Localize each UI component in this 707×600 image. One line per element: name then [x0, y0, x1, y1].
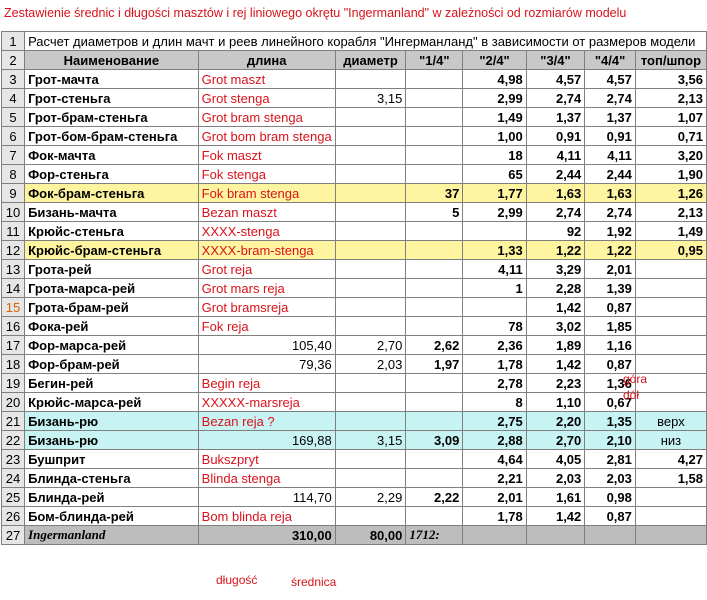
header-diameter[interactable]: диаметр — [335, 51, 406, 70]
polish-label: Bukszpryt — [201, 451, 259, 467]
cell-quarter-1[interactable] — [406, 469, 463, 488]
cell-quarter-1[interactable]: 3,09 — [406, 431, 463, 450]
cell-quarter-4[interactable]: 1,22 — [585, 241, 636, 260]
cell-length[interactable] — [198, 393, 335, 412]
cell-length[interactable] — [198, 374, 335, 393]
table-row — [2, 241, 707, 260]
row-number: 17 — [2, 336, 25, 355]
cell-top-spur[interactable] — [635, 507, 706, 526]
cell-quarter-4[interactable]: 2,74 — [585, 89, 636, 108]
polish-label: XXXX-stenga — [201, 223, 280, 239]
cell-quarter-2[interactable]: 1,78 — [463, 355, 526, 374]
cell-name[interactable]: Бизань-рю — [25, 431, 199, 450]
cell-quarter-4[interactable]: 2,74 — [585, 203, 636, 222]
cell-quarter-1[interactable]: 5 — [406, 203, 463, 222]
cell-quarter-3[interactable]: 3,02 — [526, 317, 585, 336]
row-number: 11 — [2, 222, 25, 241]
cell-quarter-2[interactable]: 1,78 — [463, 507, 526, 526]
cell-quarter-2[interactable]: 1,77 — [463, 184, 526, 203]
cell-name[interactable]: Крюйс-брам-стеньга — [25, 241, 199, 260]
cell-top-spur[interactable]: 3,56 — [635, 70, 706, 89]
row-number: 24 — [2, 469, 25, 488]
cell-diameter[interactable] — [335, 393, 406, 412]
cell-diameter[interactable] — [335, 469, 406, 488]
table-row — [2, 488, 707, 507]
cell-top-spur[interactable]: 3,20 — [635, 146, 706, 165]
cell-empty[interactable] — [585, 526, 636, 545]
table-row — [2, 431, 707, 450]
row-number: 20 — [2, 393, 25, 412]
cell-quarter-3[interactable]: 1,22 — [526, 241, 585, 260]
cell-length[interactable] — [198, 108, 335, 127]
table-row — [2, 203, 707, 222]
note-srednica: średnica — [291, 575, 337, 589]
table-row — [2, 374, 707, 393]
cell-name[interactable]: Грота-марса-рей — [25, 279, 199, 298]
cell-quarter-4[interactable]: 1,63 — [585, 184, 636, 203]
row-number: 2 — [2, 51, 25, 70]
cell-diameter[interactable] — [335, 374, 406, 393]
table-row — [2, 127, 707, 146]
cell-diameter[interactable] — [335, 146, 406, 165]
cell-name[interactable]: Бизань-рю — [25, 412, 199, 431]
cell-quarter-1[interactable] — [406, 260, 463, 279]
cell-quarter-4[interactable]: 1,39 — [585, 279, 636, 298]
table-row — [2, 355, 707, 374]
table-row — [2, 393, 707, 412]
cell-quarter-3[interactable]: 2,74 — [526, 203, 585, 222]
table-row — [2, 146, 707, 165]
cell-name[interactable]: Грот-стеньга — [25, 89, 199, 108]
cell-top-spur[interactable]: 2,13 — [635, 203, 706, 222]
cell-name[interactable]: Фока-рей — [25, 317, 199, 336]
cell-name[interactable]: Фор-стеньга — [25, 165, 199, 184]
cell-quarter-2[interactable]: 1 — [463, 279, 526, 298]
cell-diameter[interactable]: 2,70 — [335, 336, 406, 355]
cell-diameter[interactable] — [335, 70, 406, 89]
row-number: 6 — [2, 127, 25, 146]
cell-quarter-2[interactable]: 2,36 — [463, 336, 526, 355]
cell-length[interactable] — [198, 70, 335, 89]
cell-quarter-3[interactable]: 4,57 — [526, 70, 585, 89]
cell-quarter-4[interactable]: 2,10 — [585, 431, 636, 450]
cell-diameter[interactable]: 3,15 — [335, 431, 406, 450]
cell-quarter-1[interactable] — [406, 165, 463, 184]
polish-label: Grot reja — [201, 261, 253, 277]
cell-name[interactable]: Бизань-мачта — [25, 203, 199, 222]
polish-label: Fok bram stenga — [201, 185, 300, 201]
row-number: 5 — [2, 108, 25, 127]
total-name[interactable]: Ingermanland — [25, 526, 199, 545]
cell-name[interactable]: Грот-бом-брам-стеньга — [25, 127, 199, 146]
spreadsheet-table — [1, 31, 707, 545]
cell-top-spur[interactable] — [635, 355, 706, 374]
header-quarter-4[interactable]: "4/4" — [585, 51, 636, 70]
cell-quarter-4[interactable]: 4,57 — [585, 70, 636, 89]
cell-length[interactable] — [198, 165, 335, 184]
cell-quarter-3[interactable]: 2,20 — [526, 412, 585, 431]
total-diameter[interactable]: 80,00 — [335, 526, 406, 545]
cell-quarter-4[interactable]: 1,36 — [585, 374, 636, 393]
cell-diameter[interactable] — [335, 108, 406, 127]
row-number: 10 — [2, 203, 25, 222]
cell-diameter[interactable] — [335, 241, 406, 260]
cell-top-spur[interactable]: 0,95 — [635, 241, 706, 260]
cell-quarter-1[interactable] — [406, 412, 463, 431]
table-row — [2, 184, 707, 203]
cell-top-spur[interactable] — [635, 393, 706, 412]
cell-quarter-4[interactable]: 4,11 — [585, 146, 636, 165]
cell-quarter-2[interactable]: 78 — [463, 317, 526, 336]
cell-quarter-3[interactable]: 92 — [526, 222, 585, 241]
row-number: 4 — [2, 89, 25, 108]
cell-quarter-3[interactable]: 2,74 — [526, 89, 585, 108]
cell-quarter-2[interactable]: 2,75 — [463, 412, 526, 431]
cell-diameter[interactable] — [335, 203, 406, 222]
cell-length[interactable] — [198, 184, 335, 203]
cell-quarter-2[interactable] — [463, 298, 526, 317]
total-scale[interactable]: 1712: — [406, 526, 463, 545]
cell-quarter-4[interactable]: 2,03 — [585, 469, 636, 488]
cell-top-spur[interactable]: 0,71 — [635, 127, 706, 146]
cell-quarter-4[interactable]: 2,44 — [585, 165, 636, 184]
cell-top-spur[interactable] — [635, 488, 706, 507]
cell-length[interactable] — [198, 203, 335, 222]
cell-name[interactable]: Фор-марса-рей — [25, 336, 199, 355]
cell-quarter-3[interactable]: 3,29 — [526, 260, 585, 279]
table-row — [2, 336, 707, 355]
cell-name[interactable]: Крюйс-стеньга — [25, 222, 199, 241]
cell-quarter-2[interactable]: 4,98 — [463, 70, 526, 89]
header-length[interactable]: длина — [198, 51, 335, 70]
cell-top-spur[interactable] — [635, 279, 706, 298]
cell-quarter-2[interactable]: 8 — [463, 393, 526, 412]
cell-name[interactable]: Фок-брам-стеньга — [25, 184, 199, 203]
header-quarter-1[interactable]: "1/4" — [406, 51, 463, 70]
cell-name[interactable]: Бегин-рей — [25, 374, 199, 393]
cell-length[interactable] — [198, 241, 335, 260]
header-quarter-2[interactable]: "2/4" — [463, 51, 526, 70]
table-row — [2, 108, 707, 127]
table-row — [2, 507, 707, 526]
cell-length[interactable]: 79,36 — [198, 355, 335, 374]
cell-quarter-3[interactable]: 1,89 — [526, 336, 585, 355]
cell-quarter-4[interactable]: 0,87 — [585, 298, 636, 317]
cell-length[interactable] — [198, 507, 335, 526]
row-number: 23 — [2, 450, 25, 469]
cell-name[interactable]: Фор-брам-рей — [25, 355, 199, 374]
cell-name[interactable]: Грота-рей — [25, 260, 199, 279]
cell-length[interactable] — [198, 260, 335, 279]
polish-label: Grot maszt — [201, 71, 266, 87]
polish-label: Grot stenga — [201, 90, 270, 106]
cell-quarter-2[interactable]: 2,99 — [463, 89, 526, 108]
row-number: 3 — [2, 70, 25, 89]
row-number: 27 — [2, 526, 25, 545]
cell-quarter-4[interactable]: 1,85 — [585, 317, 636, 336]
row-number: 15 — [2, 298, 25, 317]
cell-quarter-4[interactable]: 0,67 — [585, 393, 636, 412]
cell-length[interactable] — [198, 127, 335, 146]
cell-quarter-3[interactable]: 1,42 — [526, 298, 585, 317]
header-name[interactable]: Наименование — [25, 51, 199, 70]
cell-name[interactable]: Бушприт — [25, 450, 199, 469]
cell-quarter-3[interactable]: 2,23 — [526, 374, 585, 393]
page-title: Zestawienie średnic i długości masztów i rej liniowego okrętu "Ingermanland" w zależności od rozmiarów modelu — [4, 6, 627, 20]
cell-quarter-1[interactable]: 1,97 — [406, 355, 463, 374]
cell-name[interactable]: Блинда-рей — [25, 488, 199, 507]
cell-quarter-2[interactable]: 2,99 — [463, 203, 526, 222]
cell-quarter-3[interactable]: 4,11 — [526, 146, 585, 165]
row1-caption: Расчет диаметров и длин мачт и реев линейного корабля "Ингерманланд" в зависимости от размеров модели — [25, 32, 707, 51]
cell-quarter-4[interactable]: 1,35 — [585, 412, 636, 431]
cell-quarter-3[interactable]: 1,42 — [526, 507, 585, 526]
cell-quarter-4[interactable]: 2,81 — [585, 450, 636, 469]
cell-diameter[interactable] — [335, 127, 406, 146]
cell-top-spur[interactable]: 1,58 — [635, 469, 706, 488]
cell-quarter-2[interactable]: 1,49 — [463, 108, 526, 127]
cell-quarter-1[interactable] — [406, 374, 463, 393]
row-number: 14 — [2, 279, 25, 298]
cell-quarter-1[interactable] — [406, 450, 463, 469]
cell-quarter-1[interactable] — [406, 298, 463, 317]
row-number: 8 — [2, 165, 25, 184]
row-number: 7 — [2, 146, 25, 165]
note-gora: góra — [623, 372, 648, 386]
row-number: 12 — [2, 241, 25, 260]
polish-label: Grot bram stenga — [201, 109, 303, 125]
row-number: 26 — [2, 507, 25, 526]
cell-top-spur[interactable]: 2,13 — [635, 89, 706, 108]
cell-length[interactable]: 105,40 — [198, 336, 335, 355]
table-row — [2, 165, 707, 184]
row-number: 13 — [2, 260, 25, 279]
cell-top-spur[interactable]: 1,90 — [635, 165, 706, 184]
row-number: 19 — [2, 374, 25, 393]
polish-label: XXXX-bram-stenga — [201, 242, 314, 258]
table-row — [2, 89, 707, 108]
cell-length[interactable] — [198, 469, 335, 488]
cell-length[interactable] — [198, 89, 335, 108]
cell-diameter[interactable] — [335, 317, 406, 336]
row-number: 18 — [2, 355, 25, 374]
cell-top-spur[interactable]: низ — [635, 431, 706, 450]
polish-label: Fok maszt — [201, 147, 262, 163]
cell-quarter-2[interactable]: 2,88 — [463, 431, 526, 450]
cell-name[interactable]: Грота-брам-рей — [25, 298, 199, 317]
row-1 — [2, 32, 707, 51]
cell-quarter-4[interactable]: 1,92 — [585, 222, 636, 241]
cell-quarter-4[interactable]: 1,16 — [585, 336, 636, 355]
cell-top-spur[interactable]: верх — [635, 412, 706, 431]
cell-quarter-3[interactable]: 1,42 — [526, 355, 585, 374]
cell-name[interactable]: Блинда-стеньга — [25, 469, 199, 488]
table-row — [2, 469, 707, 488]
cell-quarter-1[interactable] — [406, 241, 463, 260]
cell-quarter-3[interactable]: 2,28 — [526, 279, 585, 298]
note-dol: dół — [623, 388, 640, 402]
cell-quarter-4[interactable]: 0,87 — [585, 355, 636, 374]
polish-label: Begin reja — [201, 375, 261, 391]
cell-top-spur[interactable]: 1,26 — [635, 184, 706, 203]
cell-diameter[interactable] — [335, 412, 406, 431]
cell-top-spur[interactable] — [635, 317, 706, 336]
cell-quarter-1[interactable]: 2,22 — [406, 488, 463, 507]
polish-label: XXXXX-marsreja — [201, 394, 300, 410]
cell-quarter-3[interactable]: 2,44 — [526, 165, 585, 184]
cell-quarter-1[interactable] — [406, 146, 463, 165]
cell-top-spur[interactable]: 1,49 — [635, 222, 706, 241]
cell-length[interactable] — [198, 298, 335, 317]
polish-label: Fok stenga — [201, 166, 266, 182]
cell-diameter[interactable]: 2,03 — [335, 355, 406, 374]
cell-diameter[interactable] — [335, 279, 406, 298]
cell-empty[interactable] — [526, 526, 585, 545]
cell-quarter-3[interactable]: 2,70 — [526, 431, 585, 450]
cell-name[interactable]: Грот-брам-стеньга — [25, 108, 199, 127]
cell-name[interactable]: Грот-мачта — [25, 70, 199, 89]
cell-quarter-2[interactable]: 2,01 — [463, 488, 526, 507]
cell-quarter-4[interactable]: 2,01 — [585, 260, 636, 279]
polish-label: Grot mars reja — [201, 280, 285, 296]
header-top-spur[interactable]: топ/шпор — [635, 51, 706, 70]
polish-label: Bezan reja ? — [201, 413, 275, 429]
cell-diameter[interactable] — [335, 260, 406, 279]
cell-quarter-3[interactable]: 0,91 — [526, 127, 585, 146]
cell-quarter-1[interactable] — [406, 127, 463, 146]
cell-quarter-2[interactable]: 4,11 — [463, 260, 526, 279]
cell-quarter-3[interactable]: 1,63 — [526, 184, 585, 203]
cell-quarter-2[interactable]: 1,33 — [463, 241, 526, 260]
cell-top-spur[interactable] — [635, 260, 706, 279]
row-number: 16 — [2, 317, 25, 336]
polish-label: Grot bramsreja — [201, 299, 289, 315]
table-row — [2, 260, 707, 279]
cell-length[interactable] — [198, 317, 335, 336]
cell-empty[interactable] — [463, 526, 526, 545]
polish-label: Bezan maszt — [201, 204, 277, 220]
row-number: 25 — [2, 488, 25, 507]
cell-diameter[interactable] — [335, 298, 406, 317]
polish-label: Blinda stenga — [201, 470, 281, 486]
cell-quarter-3[interactable]: 4,05 — [526, 450, 585, 469]
cell-quarter-4[interactable]: 0,91 — [585, 127, 636, 146]
row-number: 1 — [2, 32, 25, 51]
table-row — [2, 298, 707, 317]
cell-quarter-1[interactable] — [406, 89, 463, 108]
cell-empty[interactable] — [635, 526, 706, 545]
cell-diameter[interactable] — [335, 507, 406, 526]
cell-length[interactable] — [198, 146, 335, 165]
cell-length[interactable] — [198, 450, 335, 469]
cell-quarter-1[interactable] — [406, 70, 463, 89]
cell-quarter-1[interactable] — [406, 393, 463, 412]
cell-diameter[interactable]: 3,15 — [335, 89, 406, 108]
cell-quarter-2[interactable]: 2,78 — [463, 374, 526, 393]
cell-top-spur[interactable] — [635, 336, 706, 355]
cell-quarter-1[interactable] — [406, 317, 463, 336]
total-length[interactable]: 310,00 — [198, 526, 335, 545]
cell-quarter-2[interactable]: 2,21 — [463, 469, 526, 488]
row-number: 22 — [2, 431, 25, 450]
cell-quarter-1[interactable] — [406, 279, 463, 298]
cell-length[interactable]: 169,88 — [198, 431, 335, 450]
cell-length[interactable] — [198, 222, 335, 241]
cell-top-spur[interactable]: 1,07 — [635, 108, 706, 127]
cell-quarter-1[interactable] — [406, 507, 463, 526]
cell-quarter-2[interactable]: 4,64 — [463, 450, 526, 469]
polish-label: Fok reja — [201, 318, 249, 334]
cell-quarter-1[interactable] — [406, 108, 463, 127]
cell-diameter[interactable] — [335, 450, 406, 469]
cell-diameter[interactable]: 2,29 — [335, 488, 406, 507]
cell-length[interactable] — [198, 279, 335, 298]
cell-quarter-4[interactable]: 1,37 — [585, 108, 636, 127]
cell-top-spur[interactable] — [635, 298, 706, 317]
row-number: 9 — [2, 184, 25, 203]
cell-quarter-3[interactable]: 1,37 — [526, 108, 585, 127]
cell-quarter-3[interactable]: 1,61 — [526, 488, 585, 507]
cell-length[interactable]: 114,70 — [198, 488, 335, 507]
cell-quarter-2[interactable] — [463, 222, 526, 241]
polish-label: Grot bom bram stenga — [201, 128, 332, 144]
table-row — [2, 450, 707, 469]
cell-length[interactable] — [198, 412, 335, 431]
cell-diameter[interactable] — [335, 222, 406, 241]
cell-quarter-1[interactable]: 37 — [406, 184, 463, 203]
cell-quarter-1[interactable] — [406, 222, 463, 241]
table-row — [2, 70, 707, 89]
table-row — [2, 412, 707, 431]
cell-quarter-1[interactable]: 2,62 — [406, 336, 463, 355]
cell-quarter-3[interactable]: 1,10 — [526, 393, 585, 412]
cell-quarter-2[interactable]: 1,00 — [463, 127, 526, 146]
header-quarter-3[interactable]: "3/4" — [526, 51, 585, 70]
total-row — [2, 526, 707, 545]
cell-quarter-4[interactable]: 0,87 — [585, 507, 636, 526]
header-row — [2, 51, 707, 70]
polish-label: Bom blinda reja — [201, 508, 292, 524]
cell-name[interactable]: Бом-блинда-рей — [25, 507, 199, 526]
cell-quarter-3[interactable]: 2,03 — [526, 469, 585, 488]
cell-quarter-4[interactable]: 0,98 — [585, 488, 636, 507]
table-row — [2, 279, 707, 298]
row-number: 21 — [2, 412, 25, 431]
cell-diameter[interactable] — [335, 165, 406, 184]
cell-top-spur[interactable]: 4,27 — [635, 450, 706, 469]
table-row — [2, 222, 707, 241]
cell-name[interactable]: Фок-мачта — [25, 146, 199, 165]
cell-diameter[interactable] — [335, 184, 406, 203]
cell-quarter-2[interactable]: 18 — [463, 146, 526, 165]
cell-quarter-2[interactable]: 65 — [463, 165, 526, 184]
table-row — [2, 317, 707, 336]
cell-name[interactable]: Крюйс-марса-рей — [25, 393, 199, 412]
note-dlugosc: długość — [216, 573, 258, 587]
